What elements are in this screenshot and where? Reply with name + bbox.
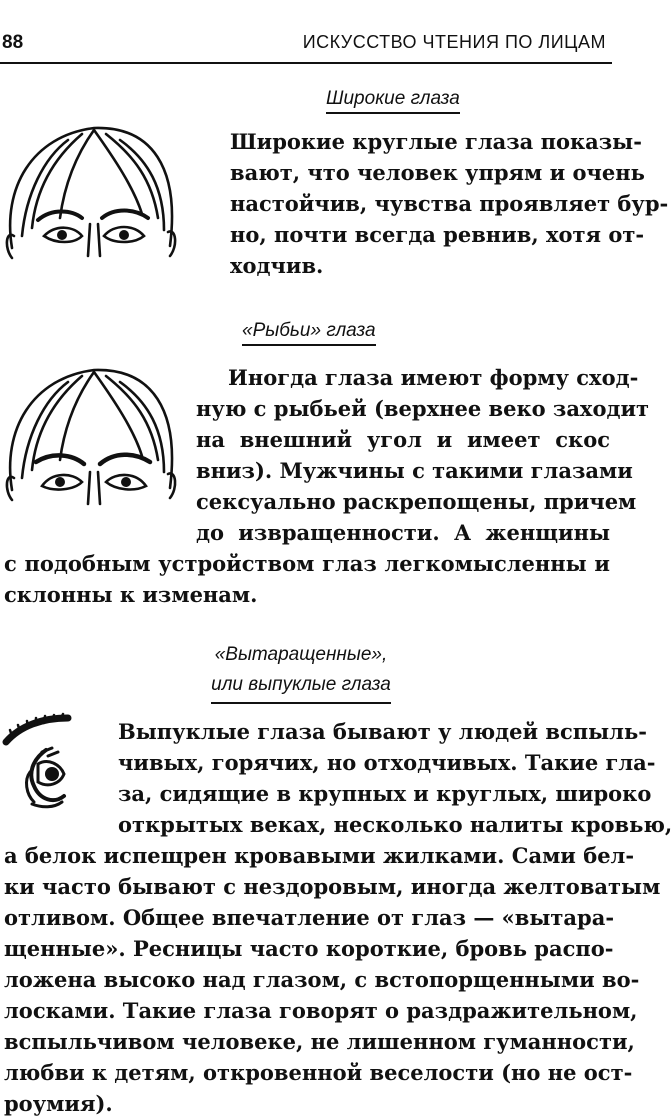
text-line: ложена высоко над глазом, с встопорщенными во-: [4, 967, 640, 992]
text-line: на внешний угол и имеет скос: [196, 427, 610, 452]
text-line: любви к детям, откровенной веселости (но не ост-: [4, 1060, 633, 1085]
text-line: но, почти всегда ревнив, хотя от-: [230, 222, 645, 247]
text-line: ную с рыбьей (верхнее веко заходит: [196, 396, 650, 421]
section-text-fish-eyes-full: [4, 548, 610, 610]
heading-line: «Рыбьи» глаза: [242, 320, 376, 346]
page-number: 88: [2, 32, 24, 53]
text-line: вниз). Мужчины с такими глазами: [196, 458, 633, 483]
section-heading-bulging-eyes: [208, 640, 394, 704]
text-line: лосками. Такие глаза говорят о раздражительном,: [4, 998, 638, 1023]
section-text-bulging-wrap: [118, 716, 672, 840]
text-line: Широкие круглые глаза показы-: [230, 129, 642, 154]
text-line: настойчив, чувства проявляет бур-: [230, 191, 669, 216]
text-line: сексуально раскрепощены, причем: [196, 489, 637, 514]
text-line: ки часто бывают с нездоровым, иногда желтоватым: [4, 874, 661, 899]
text-line: щенные». Ресницы часто короткие, бровь распо-: [4, 936, 614, 961]
text-line: вают, что человек упрям и очень: [230, 160, 645, 185]
header-rule: [0, 62, 612, 64]
section-heading-wide-eyes: [326, 88, 460, 114]
text-line: роумия).: [4, 1091, 113, 1116]
section-text-bulging-full: [4, 840, 661, 1119]
text-line: Иногда глаза имеют форму сход-: [228, 365, 639, 390]
face-fish-eyes-icon: [2, 360, 178, 530]
heading-line: Широкие глаза: [326, 88, 460, 114]
running-head: [0, 26, 612, 58]
text-line: склонны к изменам.: [4, 582, 258, 607]
bulging-eye-icon: [2, 712, 82, 816]
heading-line: «Вытаращенные»,: [214, 644, 388, 665]
text-line: вспыльчивом человеке, не лишенном гуманности,: [4, 1029, 635, 1054]
section-heading-fish-eyes: [242, 320, 376, 346]
text-line: а белок испещрен кровавыми жилками. Сами бел-: [4, 843, 635, 868]
text-line: за, сидящие в крупных и круглых, широко: [118, 781, 652, 806]
text-line: Выпуклые глаза бывают у людей вспыль-: [118, 719, 647, 744]
text-line: до извращенности. А женщины: [196, 520, 610, 545]
text-line: чивых, горячих, но отходчивых. Такие гла-: [118, 750, 656, 775]
section-text-wide-eyes: [230, 126, 669, 281]
section-text-fish-eyes-wrap: [196, 362, 650, 548]
text-line: с подобным устройством глаз легкомысленны и: [4, 551, 610, 576]
heading-line: или выпуклые глаза: [211, 670, 391, 704]
text-line: ходчив.: [230, 253, 324, 278]
book-title: ИСКУССТВО ЧТЕНИЯ ПО ЛИЦАМ: [302, 32, 606, 52]
text-line: открытых веках, несколько налиты кровью,: [118, 812, 672, 837]
face-wide-eyes-icon: [2, 118, 178, 288]
text-line: отливом. Общее впечатление от глаз — «вытара-: [4, 905, 615, 930]
